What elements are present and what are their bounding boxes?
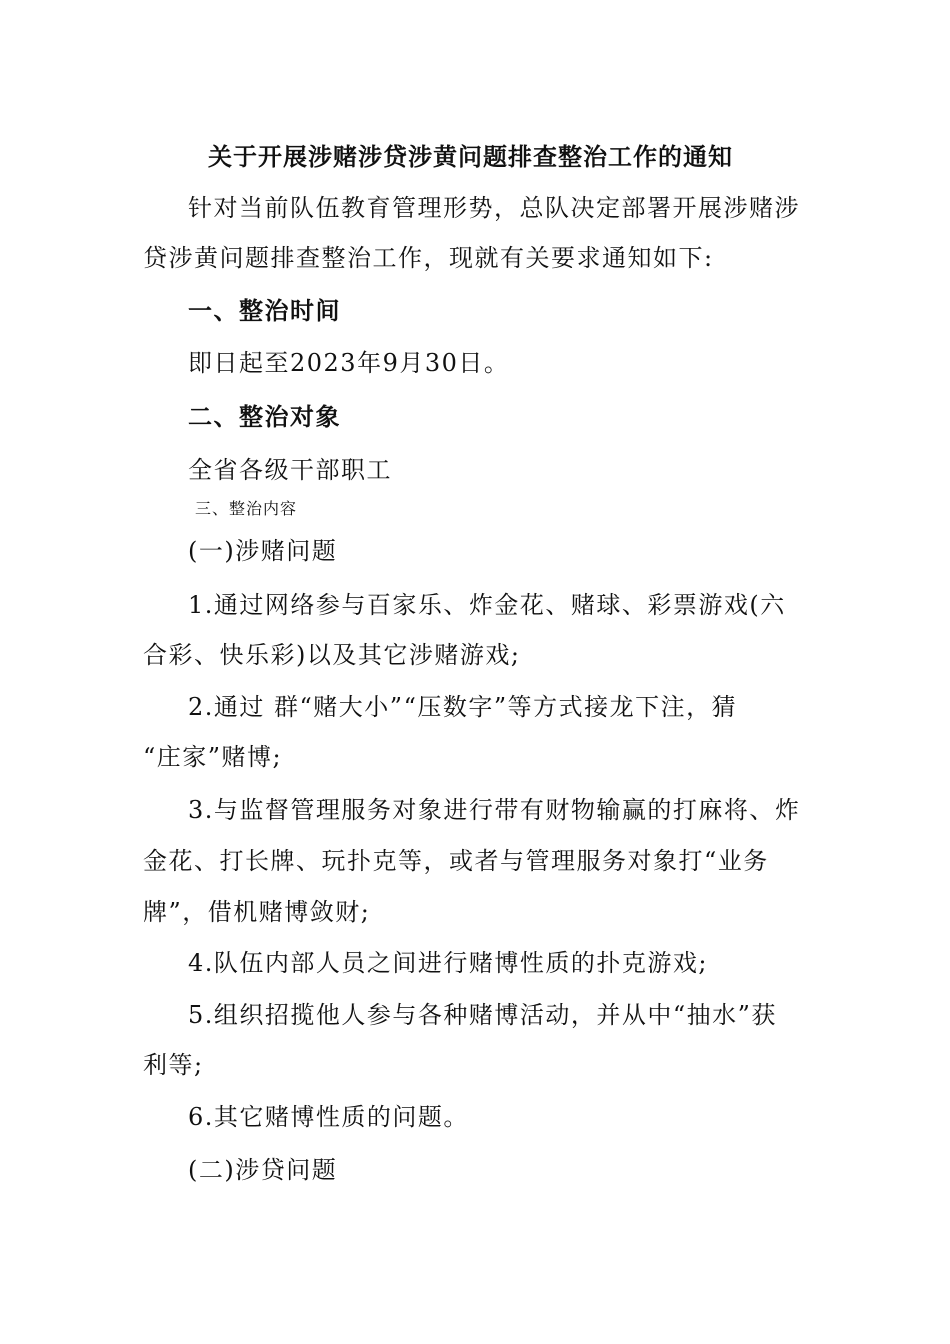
list-item-3-line-2: 金花、打长牌、玩扑克等，或者与管理服务对象打“业务 — [143, 847, 769, 875]
list-item-5-line-1: 5.组织招揽他人参与各种赌博活动，并从中“抽水”获 — [188, 1001, 777, 1029]
list-item-2-line-2: “庄家”赌博; — [143, 743, 283, 771]
list-item-1-line-1: 1.通过网络参与百家乐、炸金花、赌球、彩票游戏(六 — [188, 591, 786, 619]
intro-line-2: 贷涉黄问题排查整治工作，现就有关要求通知如下: — [143, 244, 714, 272]
list-item-1-line-2: 合彩、快乐彩)以及其它涉赌游戏; — [143, 641, 521, 669]
section-1-heading: 一、整治时间 — [188, 296, 341, 325]
list-item-4-line-1: 4.队伍内部人员之间进行赌博性质的扑克游戏; — [188, 949, 708, 977]
list-item-2-line-1: 2.通过 群“赌大小”“压数字”等方式接龙下注，猜 — [188, 693, 738, 721]
list-item-6-line-1: 6.其它赌博性质的问题。 — [188, 1103, 469, 1131]
section-2-heading: 二、整治对象 — [188, 402, 341, 431]
list-item-3-line-3: 牌”，借机赌博敛财; — [143, 898, 371, 926]
subsection-loan-heading: (二)涉贷问题 — [188, 1156, 338, 1184]
subsection-gambling-heading: (一)涉赌问题 — [188, 537, 338, 565]
intro-line-1: 针对当前队伍教育管理形势，总队决定部署开展涉赌涉 — [188, 194, 800, 222]
section-1-body: 即日起至2023年9月30日。 — [188, 349, 510, 377]
list-item-5-line-2: 利等; — [143, 1051, 204, 1079]
section-2-body: 全省各级干部职工 — [188, 456, 392, 484]
section-3-heading: 三、整治内容 — [195, 499, 298, 518]
list-item-3-line-1: 3.与监督管理服务对象进行带有财物输赢的打麻将、炸 — [188, 796, 801, 824]
document-title: 关于开展涉赌涉贷涉黄问题排查整治工作的通知 — [208, 142, 733, 171]
